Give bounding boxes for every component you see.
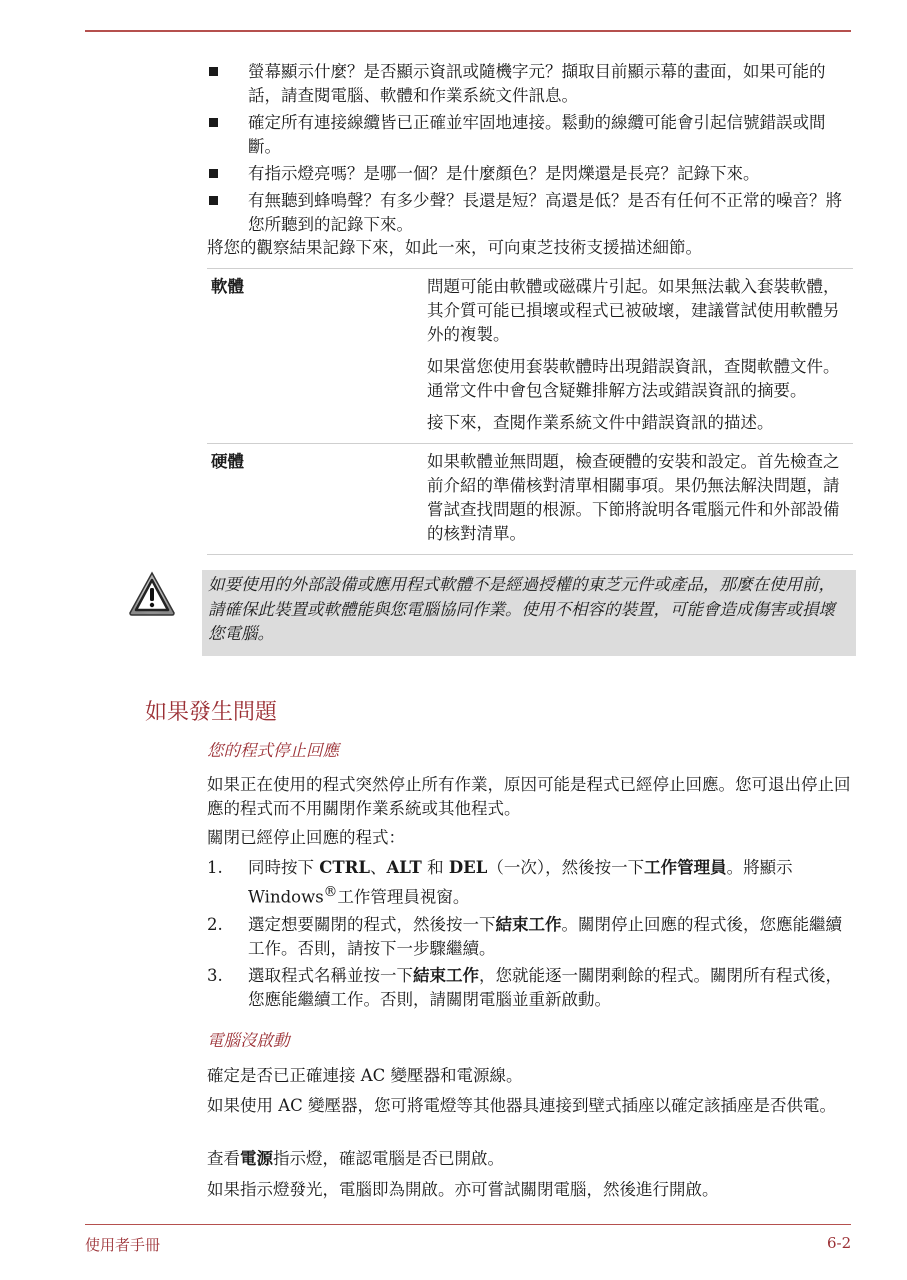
steps-list <box>207 856 852 1015</box>
step-number: 2. <box>207 914 223 934</box>
square-bullet-icon <box>209 196 218 205</box>
table-row-key: 硬體 <box>211 452 244 471</box>
table-row-value: 如果軟體並無問題，檢查硬體的安裝和設定。首先檢查之前介紹的準備核對清單相關事項。果仍無法解決問題，請嘗試查找問題的根源。下節將說明各電腦元件和外部設備的核對清單。 <box>427 452 840 543</box>
list-item: 有指示燈亮嗎？是哪一個？是什麼顏色？是閃爍還是長亮？記錄下來。 <box>207 162 852 186</box>
paragraph: 查看電源指示燈，確認電腦是否已開啟。 <box>207 1149 504 1168</box>
table-row-key: 軟體 <box>211 277 244 296</box>
list-item: 1. 同時按下 CTRL、ALT 和 DEL（一次），然後按一下工作管理員。將顯示 Windows®工作管理員視窗。 <box>207 858 793 907</box>
paragraph: 如果使用 AC 變壓器，您可將電燈等其他器具連接到壁式插座以確定該插座是否供電。 <box>207 1096 837 1115</box>
software-hardware-table <box>207 268 853 555</box>
paragraph: 如果正在使用的程式突然停止所有作業，原因可能是程式已經停止回應。您可退出停止回應的程式而不用關閉作業系統或其他程式。 <box>207 775 851 818</box>
list-item: 3. 選取程式名稱並按一下結束工作，您就能逐一關閉剩餘的程式。關閉所有程式後，您應能繼續工作。否則，請關閉電腦並重新啟動。 <box>207 965 842 1009</box>
list-item: 確定所有連接線纜皆已正確並牢固地連接。鬆動的線纜可能會引起信號錯誤或間斷。 <box>207 111 852 159</box>
step-number: 1. <box>207 858 223 877</box>
header-rule <box>85 30 851 32</box>
step-number: 3. <box>207 965 223 985</box>
observation-note: 將您的觀察結果記錄下來，如此一來，可向東芝技術支援描述細節。 <box>207 238 702 257</box>
footer-rule <box>85 1224 851 1225</box>
table-row-value: 問題可能由軟體或磁碟片引起。如果無法載入套裝軟體，其介質可能已損壞或程式已被破壞，建議嘗試使用軟體另外的複製。 如果當您使用套裝軟體時出現錯誤資訊，查閱軟體文件。通常文件中會包含疑難排解方法或錯誤資訊的摘要。 接下來，查閱作業系統文件中錯誤資訊的描述。 <box>427 277 840 432</box>
subsection-title: 您的程式停止回應 <box>207 741 339 760</box>
table-row <box>207 444 853 555</box>
caution-box <box>202 570 856 656</box>
square-bullet-icon <box>209 67 218 76</box>
section-title: 如果發生問題 <box>145 700 278 725</box>
paragraph: 確定是否已正確連接 AC 變壓器和電源線。 <box>207 1066 523 1085</box>
subsection-title: 電腦沒啟動 <box>207 1031 290 1050</box>
square-bullet-icon <box>209 169 218 178</box>
caution-text: 如要使用的外部設備或應用程式軟體不是經過授權的東芝元件或產品，那麼在使用前，請確保此裝置或軟體能與您電腦協同作業。使用不相容的裝置，可能會造成傷害或損壞您電腦。 <box>208 575 835 643</box>
paragraph: 如果指示燈發光，電腦即為開啟。亦可嘗試關閉電腦，然後進行開啟。 <box>207 1180 719 1199</box>
list-item: 螢幕顯示什麼？是否顯示資訊或隨機字元？擷取目前顯示幕的畫面，如果可能的話，請查閱電腦、軟體和作業系統文件訊息。 <box>207 60 852 108</box>
paragraph: 關閉已經停止回應的程式： <box>207 828 405 847</box>
list-item: 有無聽到蜂鳴聲？有多少聲？長還是短？高還是低？是否有任何不正常的噪音？將您所聽到的記錄下來。 <box>207 189 852 237</box>
warning-triangle-icon <box>128 571 176 617</box>
list-item: 2. 選定想要關閉的程式，然後按一下結束工作。關閉停止回應的程式後，您應能繼續工作。否則，請按下一步驟繼續。 <box>207 914 842 958</box>
table-row <box>207 269 853 444</box>
square-bullet-icon <box>209 118 218 127</box>
footer-manual-title: 使用者手冊 <box>85 1236 161 1254</box>
observation-checklist <box>207 60 852 240</box>
page-number: 6-2 <box>827 1234 852 1252</box>
